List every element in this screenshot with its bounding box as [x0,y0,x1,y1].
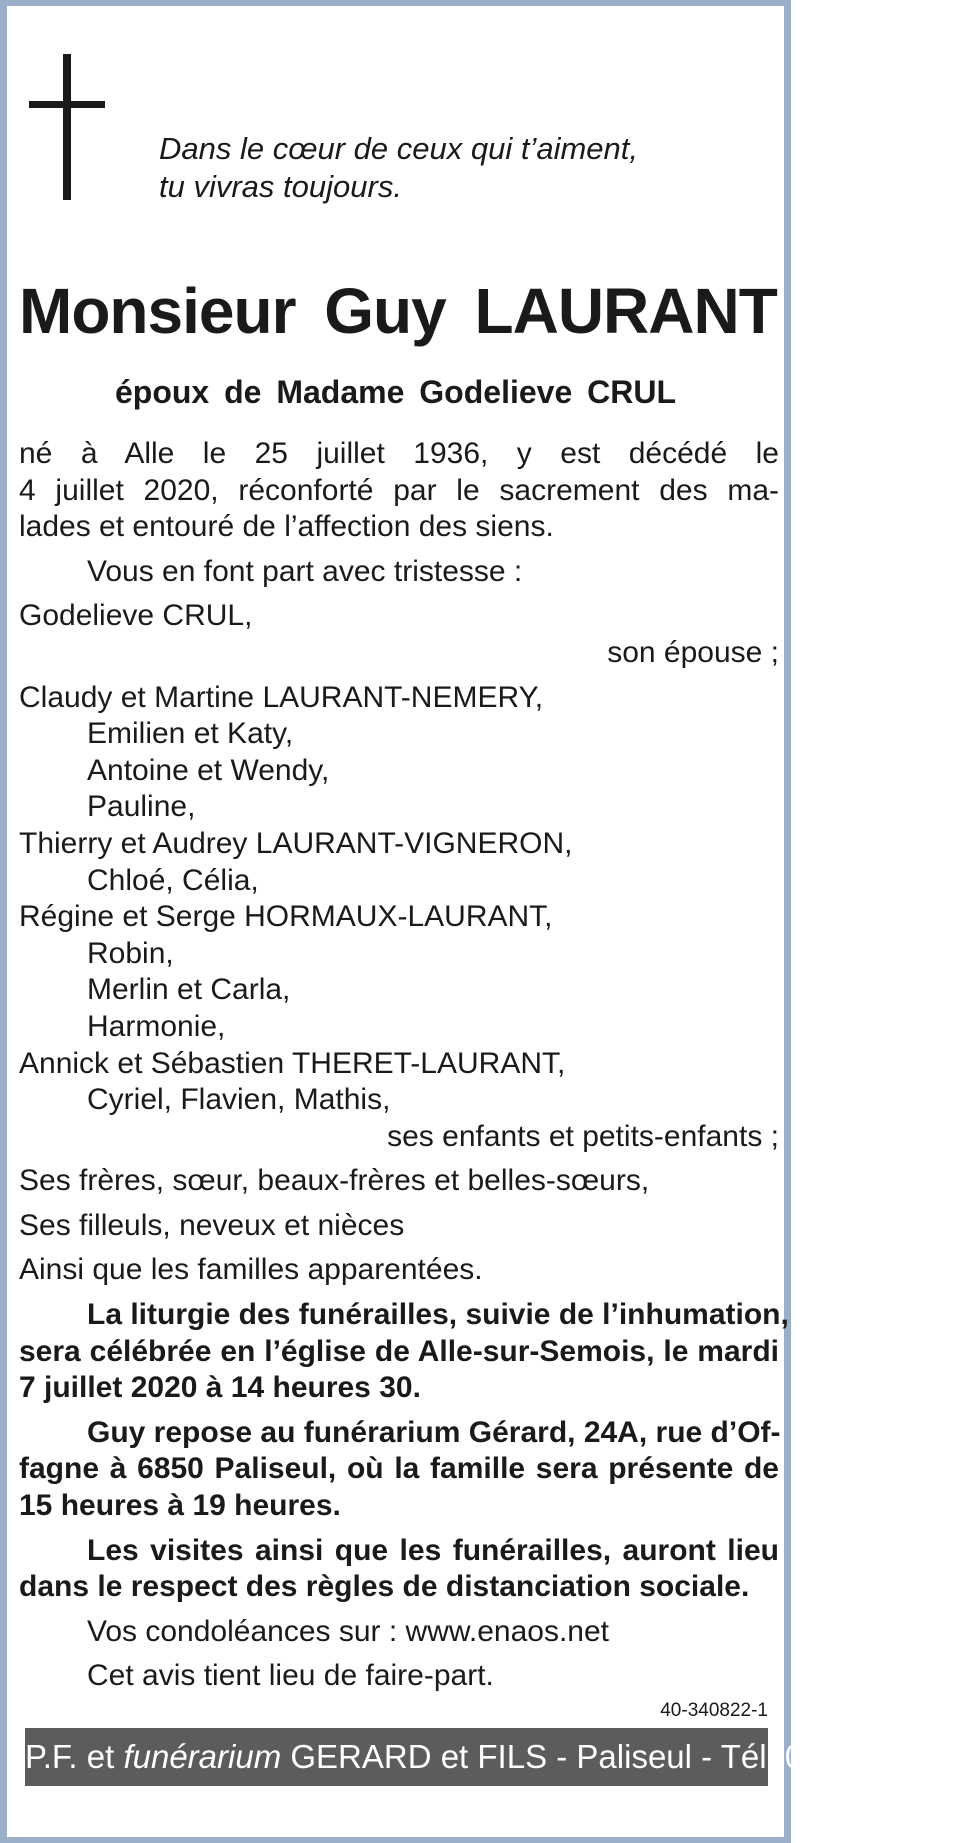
intro-line: 4 juillet 2020, réconforté par le sacrement des ma- [19,473,779,507]
cross-vertical-bar [63,54,71,200]
announcement: Vous en font part avec tristesse : [87,554,523,588]
family-member-grandchild: Pauline, [87,790,196,824]
funerarium-line: 15 heures à 19 heures. [19,1489,341,1523]
family-member-grandchild: Emilien et Katy, [87,717,294,751]
liturgy-line: 7 juillet 2020 à 14 heures 30. [19,1371,421,1405]
reference-number: 40-340822-1 [660,1700,768,1721]
family-member-grandchild: Merlin et Carla, [87,973,291,1007]
family-member-grandchild: Robin, [87,936,174,970]
faire-part-line: Cet avis tient lieu de faire-part. [87,1659,494,1693]
funerarium-paragraph [19,1415,779,1525]
funerarium-line: fagne à 6850 Paliseul, où la famille sera présente de [19,1452,779,1486]
family-member-child: Annick et Sébastien THERET-LAURANT, [19,1046,566,1080]
widow-role: son épouse ; [607,635,779,669]
motto [159,130,638,206]
liturgy-paragraph [19,1297,789,1407]
visits-line: Les visites ainsi que les funérailles, auront lieu [87,1533,779,1567]
motto-line: tu vivras toujours. [159,169,402,204]
family-member-child: Claudy et Martine LAURANT-NEMERY, [19,680,544,714]
notice-body [19,436,789,1695]
intro-line: né à Alle le 25 juillet 1936, y est décédé le [19,437,779,470]
family-member-child: Régine et Serge HORMAUX-LAURANT, [19,900,553,934]
footer-pf: P.F. et [25,1738,124,1775]
family-member-grandchild: Harmonie, [87,1009,226,1043]
family-member-grandchild: Chloé, Célia, [87,863,259,897]
footer-funerarium: funérarium [123,1738,282,1775]
funerarium-line: Guy repose au funérarium Gérard, 24A, rue d’Of- [87,1415,781,1449]
liturgy-line: La liturgie des funérailles, suivie de l’inhumation, [87,1298,789,1332]
intro-line: lades et entouré de l’affection des siens. [19,510,554,544]
children-role: ses enfants et petits-enfants ; [387,1119,779,1153]
visits-paragraph [19,1533,779,1606]
condolences-line: Vos condoléances sur : www.enaos.net [87,1614,609,1648]
notice-content [19,6,978,1837]
widow-name: Godelieve CRUL, [19,599,253,633]
family-member-child: Thierry et Audrey LAURANT-VIGNERON, [19,826,573,860]
relatives-line: Ainsi que les familles apparentées. [19,1253,483,1287]
funeral-home-banner [25,1728,978,1786]
visits-line: dans le respect des règles de distanciation sociale. [19,1570,750,1604]
liturgy-line: sera célébrée en l’église de Alle-sur-Semois, le mardi [19,1334,779,1368]
footer-contact: GERARD et FILS - Paliseul - Tél. 061 53 32 84 [281,1738,978,1775]
relatives-line: Ses filleuls, neveux et nièces [19,1208,405,1242]
spouse-line: époux de Madame Godelieve CRUL [114,374,676,410]
relatives-line: Ses frères, sœur, beaux-frères et belles-sœurs, [19,1164,650,1198]
deceased-name: Monsieur Guy LAURANT [19,275,777,347]
family-list [19,680,779,1119]
motto-line: Dans le cœur de ceux qui t’aiment, [159,131,638,166]
cross-horizontal-bar [29,101,105,108]
family-member-grandchild: Cyriel, Flavien, Mathis, [87,1083,391,1117]
family-member-grandchild: Antoine et Wendy, [87,753,330,787]
